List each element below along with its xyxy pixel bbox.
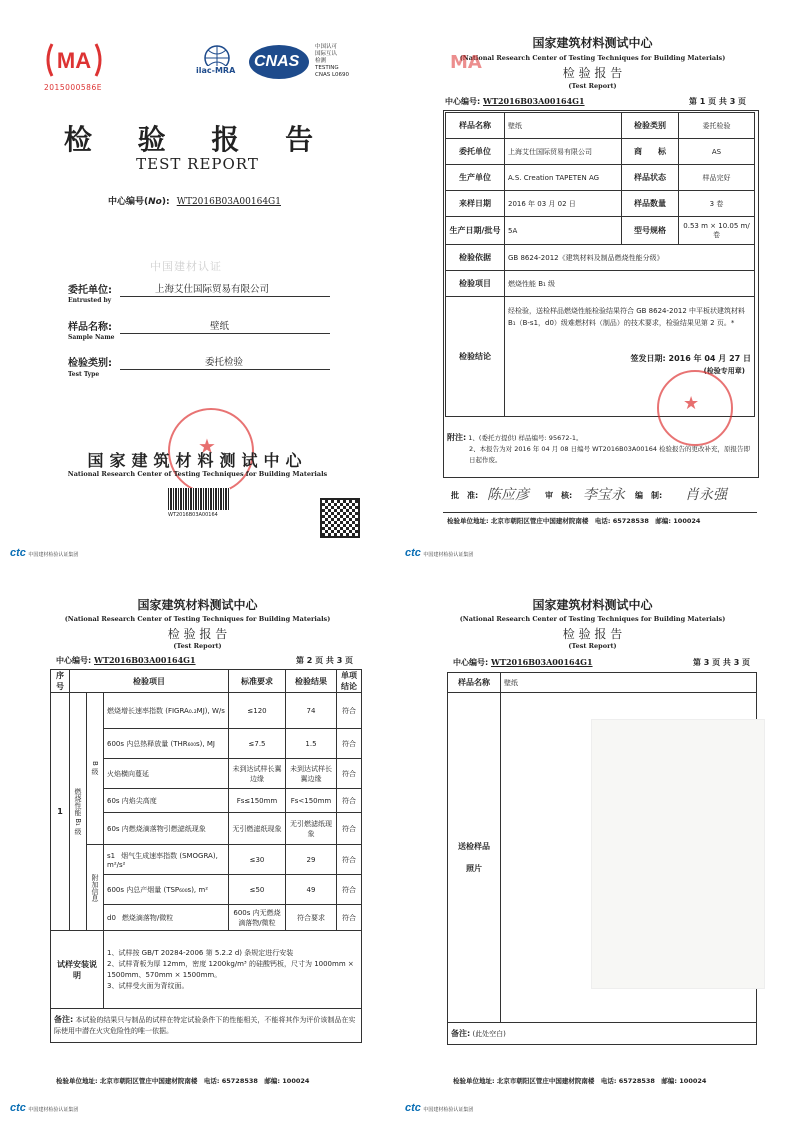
seal-star-icon: ★ [198, 434, 216, 458]
table-row [51, 693, 362, 729]
cell-value: 燃烧性能 B₁ 级 [505, 271, 755, 297]
center-number-label: 中心编号: [56, 656, 92, 665]
seal-star-icon: ★ [683, 393, 700, 414]
type-label: 检验类别: [68, 358, 112, 369]
remark-label: 备注: [451, 1029, 471, 1038]
ctc-footer-logo: ctc 中国建材检验认证集团 [405, 1102, 474, 1114]
header-req: 标准要求 [229, 670, 286, 693]
barcode [168, 488, 230, 510]
item-cell: 600s 内总热释放量 (THR₆₀₀s), MJ [104, 729, 229, 759]
sample-info-table [445, 112, 755, 417]
page-header-org-cn: 国家建筑材料测试中心 [137, 598, 258, 612]
page-header-report-cn: 检 验 报 告 [562, 627, 623, 641]
remark-value: (此处空白) [472, 1030, 506, 1038]
signature-approve: 陈应彦 [487, 487, 529, 503]
cell-label: 样品状态 [622, 165, 679, 191]
center-number-value: WT2016B03A00164G1 [176, 197, 281, 207]
center-number [445, 96, 585, 107]
qr-code [320, 498, 360, 538]
footer-rule [443, 512, 757, 513]
install-cell [104, 931, 362, 1009]
ilac-mra-label: ilac-MRA [196, 66, 236, 75]
table-row [446, 165, 755, 191]
cell-value: AS [679, 139, 755, 165]
center-number-value: WT2016B03A00164G1 [491, 657, 593, 667]
sample-photo [591, 719, 765, 989]
sub-class: d0 [107, 913, 116, 922]
report-page-1 [395, 0, 790, 562]
req-cell: ≤120 [229, 693, 286, 729]
cell-value: 壁纸 [501, 673, 757, 693]
signature-review: 李宝永 [583, 487, 625, 503]
sub-class: s1 [107, 851, 116, 860]
header-item: 检验项目 [70, 670, 229, 693]
svg-text:MA: MA [56, 48, 92, 73]
result-cell: 49 [286, 875, 337, 905]
table-header-row [51, 670, 362, 693]
cnas-info-line: 检测 [315, 58, 327, 64]
cell-label: 检验类别 [622, 113, 679, 139]
type-value: 委托检验 [205, 357, 244, 368]
page-number: 第 3 页 共 3 页 [693, 658, 751, 667]
center-number [56, 655, 196, 666]
cover-page [0, 0, 395, 562]
cell-label: 检验结论 [446, 297, 505, 417]
item-text: 燃烧滴落物/微粒 [121, 913, 174, 922]
table-row [446, 113, 755, 139]
cell-label: 来样日期 [446, 191, 505, 217]
page-header-org-en: (National Research Center of Testing Techniques for Building Materials) [459, 54, 726, 62]
page-header-org-en: (National Research Center of Testing Techniques for Building Materials) [459, 615, 726, 623]
req-cell: 无引燃滤纸现象 [229, 813, 286, 845]
cell-label: 型号规格 [622, 217, 679, 245]
result-cell: Fs<150mm [286, 789, 337, 813]
item-cell: 燃烧增长速率指数 (FIGRA₀.₂MJ), W/s [104, 693, 229, 729]
cnas-logo [248, 44, 310, 80]
judge-cell: 符合 [337, 693, 362, 729]
judge-cell: 符合 [337, 875, 362, 905]
judge-cell: 符合 [337, 729, 362, 759]
ilac-mra-logo [190, 44, 245, 78]
issue-date: 签发日期: 2016 年 04 月 27 日 [630, 354, 751, 363]
install-item: 3、试样受火面为背纹面。 [107, 981, 189, 990]
sample-label: 样品名称: [68, 322, 112, 333]
page-header-org-cn: 国家建筑材料测试中心 [532, 598, 653, 612]
notes [447, 432, 753, 466]
cell-value: A.S. Creation TAPETEN AG [505, 165, 622, 191]
item-cell: 火焰横向蔓延 [104, 759, 229, 789]
table-row [448, 673, 757, 693]
group-aux: 附加信息 [87, 845, 104, 931]
cnas-info-line: 国际互认 [315, 51, 338, 57]
req-cell: ≤7.5 [229, 729, 286, 759]
cover-title-en: TEST REPORT [136, 155, 259, 173]
cma-mark-faint: MA [450, 52, 482, 73]
report-page-3 [395, 562, 790, 1121]
cell-label: 商 标 [622, 139, 679, 165]
seal-note: (检验专用章) [703, 367, 745, 375]
footer-address: 检验单位地址: 北京市朝阳区管庄中国建材院南楼 电话: 65728538 邮编: 100024 [453, 1077, 707, 1085]
remark-cell [448, 1023, 757, 1045]
barcode-text: WT2016B03A00164 [168, 512, 218, 518]
photo-label: 送检样品照片 [448, 693, 501, 1023]
center-number [453, 657, 593, 668]
page-number: 第 1 页 共 3 页 [689, 97, 747, 106]
client-underline [120, 296, 330, 297]
result-cell: 无引燃滤纸现象 [286, 813, 337, 845]
page-header-report-en: (Test Report) [568, 82, 617, 90]
table-row [446, 139, 755, 165]
req-cell: Fs≤150mm [229, 789, 286, 813]
cnas-info-line: TESTING [315, 65, 339, 71]
table-row [446, 271, 755, 297]
install-item: 1、试样按 GB/T 20284-2006 第 5.2.2 d) 条规定进行安装 [107, 948, 294, 957]
ctc-footer-logo: ctc 中国建材检验认证集团 [10, 547, 79, 559]
center-number-label-end: ): [161, 197, 170, 207]
cnas-info [315, 44, 349, 79]
cell-value: 壁纸 [505, 113, 622, 139]
cell-label: 样品名称 [446, 113, 505, 139]
page-header-report-en: (Test Report) [568, 642, 617, 650]
item-cell: 60s 内燃烧滴落物引燃滤纸现象 [104, 813, 229, 845]
table-row [448, 693, 757, 1023]
result-cell: 29 [286, 845, 337, 875]
test-results-table [50, 669, 362, 1043]
photo-cell [501, 693, 757, 1023]
req-cell: ≤50 [229, 875, 286, 905]
ctc-footer-logo: ctc 中国建材检验认证集团 [10, 1102, 79, 1114]
header-no: 序号 [51, 670, 70, 693]
ctc-footer-text: 中国建材检验认证集团 [423, 1107, 474, 1113]
item-cell: 600s 内总产烟量 (TSP₆₀₀s), m² [104, 875, 229, 905]
judge-cell: 符合 [337, 845, 362, 875]
result-cell: 符合要求 [286, 905, 337, 931]
type-label-en: Test Type [68, 371, 100, 378]
center-number-value: WT2016B03A00164G1 [94, 655, 196, 665]
req-cell: ≤30 [229, 845, 286, 875]
signature-compile: 肖永强 [685, 487, 727, 503]
note-label: 附注: [447, 433, 467, 442]
client-value: 上海艾仕国际贸易有限公司 [155, 284, 270, 295]
group-b1: 燃烧性能 B₁ 级 [70, 693, 87, 931]
table-row [446, 191, 755, 217]
header-judge: 单项结论 [337, 670, 362, 693]
cell-value: 委托检验 [679, 113, 755, 139]
center-number-label: 中心编号: [453, 658, 489, 667]
page-number: 第 2 页 共 3 页 [296, 656, 354, 665]
judge-cell: 符合 [337, 789, 362, 813]
page-header-report-en: (Test Report) [173, 642, 222, 650]
note-1: 1、(委托方提供) 样品编号: 95672-1。 [468, 434, 583, 442]
req-cell: 未到达试样长翼边缘 [229, 759, 286, 789]
result-cell: 74 [286, 693, 337, 729]
cma-number: 2015000586E [44, 83, 102, 92]
row-number: 1 [51, 693, 70, 931]
table-row [51, 1009, 362, 1043]
page-header-report-cn: 检 验 报 告 [562, 66, 623, 80]
item-cell: 60s 内焰尖高度 [104, 789, 229, 813]
cover-watermark: 中国建材认证 [150, 260, 222, 273]
footer-address: 检验单位地址: 北京市朝阳区管庄中国建材院南楼 电话: 65728538 邮编: 100024 [447, 517, 701, 525]
center-number-label-no: No [148, 197, 162, 207]
sample-underline [120, 333, 330, 334]
review-label: 审 核: [545, 491, 573, 500]
ctc-footer-text: 中国建材检验认证集团 [423, 552, 474, 558]
result-cell: 1.5 [286, 729, 337, 759]
cover-title-cn: 检 验 报 告 [63, 123, 332, 156]
cma-logo [42, 40, 106, 80]
sample-label-en: Sample Name [68, 334, 115, 341]
sample-value: 壁纸 [210, 321, 230, 332]
page-header-org-en: (National Research Center of Testing Techniques for Building Materials) [64, 615, 331, 623]
cell-label: 委托单位 [446, 139, 505, 165]
center-number-label: 中心编号( [108, 197, 149, 207]
cell-value: GB 8624-2012《建筑材料及制品燃烧性能分级》 [505, 245, 755, 271]
item-cell [104, 845, 229, 875]
remark-label: 备注: [54, 1015, 74, 1024]
sample-photo-table [447, 672, 757, 1045]
result-cell: 未到达试样长翼边缘 [286, 759, 337, 789]
item-text: 烟气生成速率指数 (SMOGRA), m²/s² [107, 851, 218, 869]
cell-value: 上海艾仕国际贸易有限公司 [505, 139, 622, 165]
cell-value: 3 卷 [679, 191, 755, 217]
table-row [448, 1023, 757, 1045]
cell-label: 检验依据 [446, 245, 505, 271]
ctc-footer-text: 中国建材检验认证集团 [28, 1107, 79, 1113]
cover-center-number [108, 194, 281, 207]
judge-cell: 符合 [337, 905, 362, 931]
cell-label: 检验项目 [446, 271, 505, 297]
judge-cell: 符合 [337, 813, 362, 845]
cell-label: 生产日期/批号 [446, 217, 505, 245]
cnas-logo-text: CNAS [254, 53, 300, 70]
cnas-info-line: 中国认可 [315, 44, 338, 50]
install-item: 2、试样背板为厚 12mm，密度 1200kg/m³ 的硅酸钙板，尺寸为 1000mm × 1500mm、570mm × 1500mm。 [107, 959, 354, 979]
type-underline [120, 369, 330, 370]
judge-cell: 符合 [337, 759, 362, 789]
cover-org-en: National Research Center of Testing Techniques for Building Materials [67, 470, 328, 478]
table-row [446, 245, 755, 271]
ctc-footer-logo: ctc 中国建材检验认证集团 [405, 547, 474, 559]
table-row [51, 845, 362, 875]
approve-label: 批 准: [451, 491, 479, 500]
remark-text: 本试验的结果只与制品的试样在特定试验条件下的性能相关，不能将其作为评价该制品在实际使用中潜在火灾危险性的唯一依据。 [54, 1016, 356, 1035]
cell-label: 样品数量 [622, 191, 679, 217]
cell-label: 样品名称 [448, 673, 501, 693]
ctc-footer-text: 中国建材检验认证集团 [28, 552, 79, 558]
group-b: B 级 [87, 693, 104, 845]
cell-value: 样品完好 [679, 165, 755, 191]
install-label: 试样安装说明 [51, 931, 104, 1009]
note-2: 2、本报告为对 2016 年 04 月 08 日编号 WT2016B03A00164 检验报告的更改补充，原报告即日起作废。 [469, 445, 751, 464]
cover-org-cn: 国家建筑材料测试中心 [87, 451, 308, 470]
center-number-value: WT2016B03A00164G1 [483, 96, 585, 106]
header-result: 检验结果 [286, 670, 337, 693]
cnas-info-line: CNAS L0690 [315, 72, 350, 78]
center-number-label: 中心编号: [445, 97, 481, 106]
item-cell [104, 905, 229, 931]
cell-value: 5A [505, 217, 622, 245]
page-header-report-cn: 检 验 报 告 [167, 627, 228, 641]
client-label-en: Entrusted by [68, 297, 112, 304]
compile-label: 编 制: [635, 491, 663, 500]
remark-cell [51, 1009, 362, 1043]
footer-address: 检验单位地址: 北京市朝阳区管庄中国建材院南楼 电话: 65728538 邮编: 100024 [56, 1077, 310, 1085]
page-header-org-cn: 国家建筑材料测试中心 [532, 36, 653, 50]
client-label: 委托单位: [68, 285, 112, 296]
table-row [51, 931, 362, 1009]
report-page-2 [0, 562, 395, 1121]
cell-value: 2016 年 03 月 02 日 [505, 191, 622, 217]
conclusion-text: 经检验，送检样品燃烧性能检验结果符合 GB 8624-2012 中平板状建筑材料 B₁（B-s1，d0）级难燃材料（制品）的技术要求，检验结果见第 2 页。* [508, 307, 746, 327]
cell-label: 生产单位 [446, 165, 505, 191]
table-row [446, 217, 755, 245]
cell-value: 0.53 m × 10.05 m/卷 [679, 217, 755, 245]
req-cell: 600s 内无燃烧滴落物/微粒 [229, 905, 286, 931]
